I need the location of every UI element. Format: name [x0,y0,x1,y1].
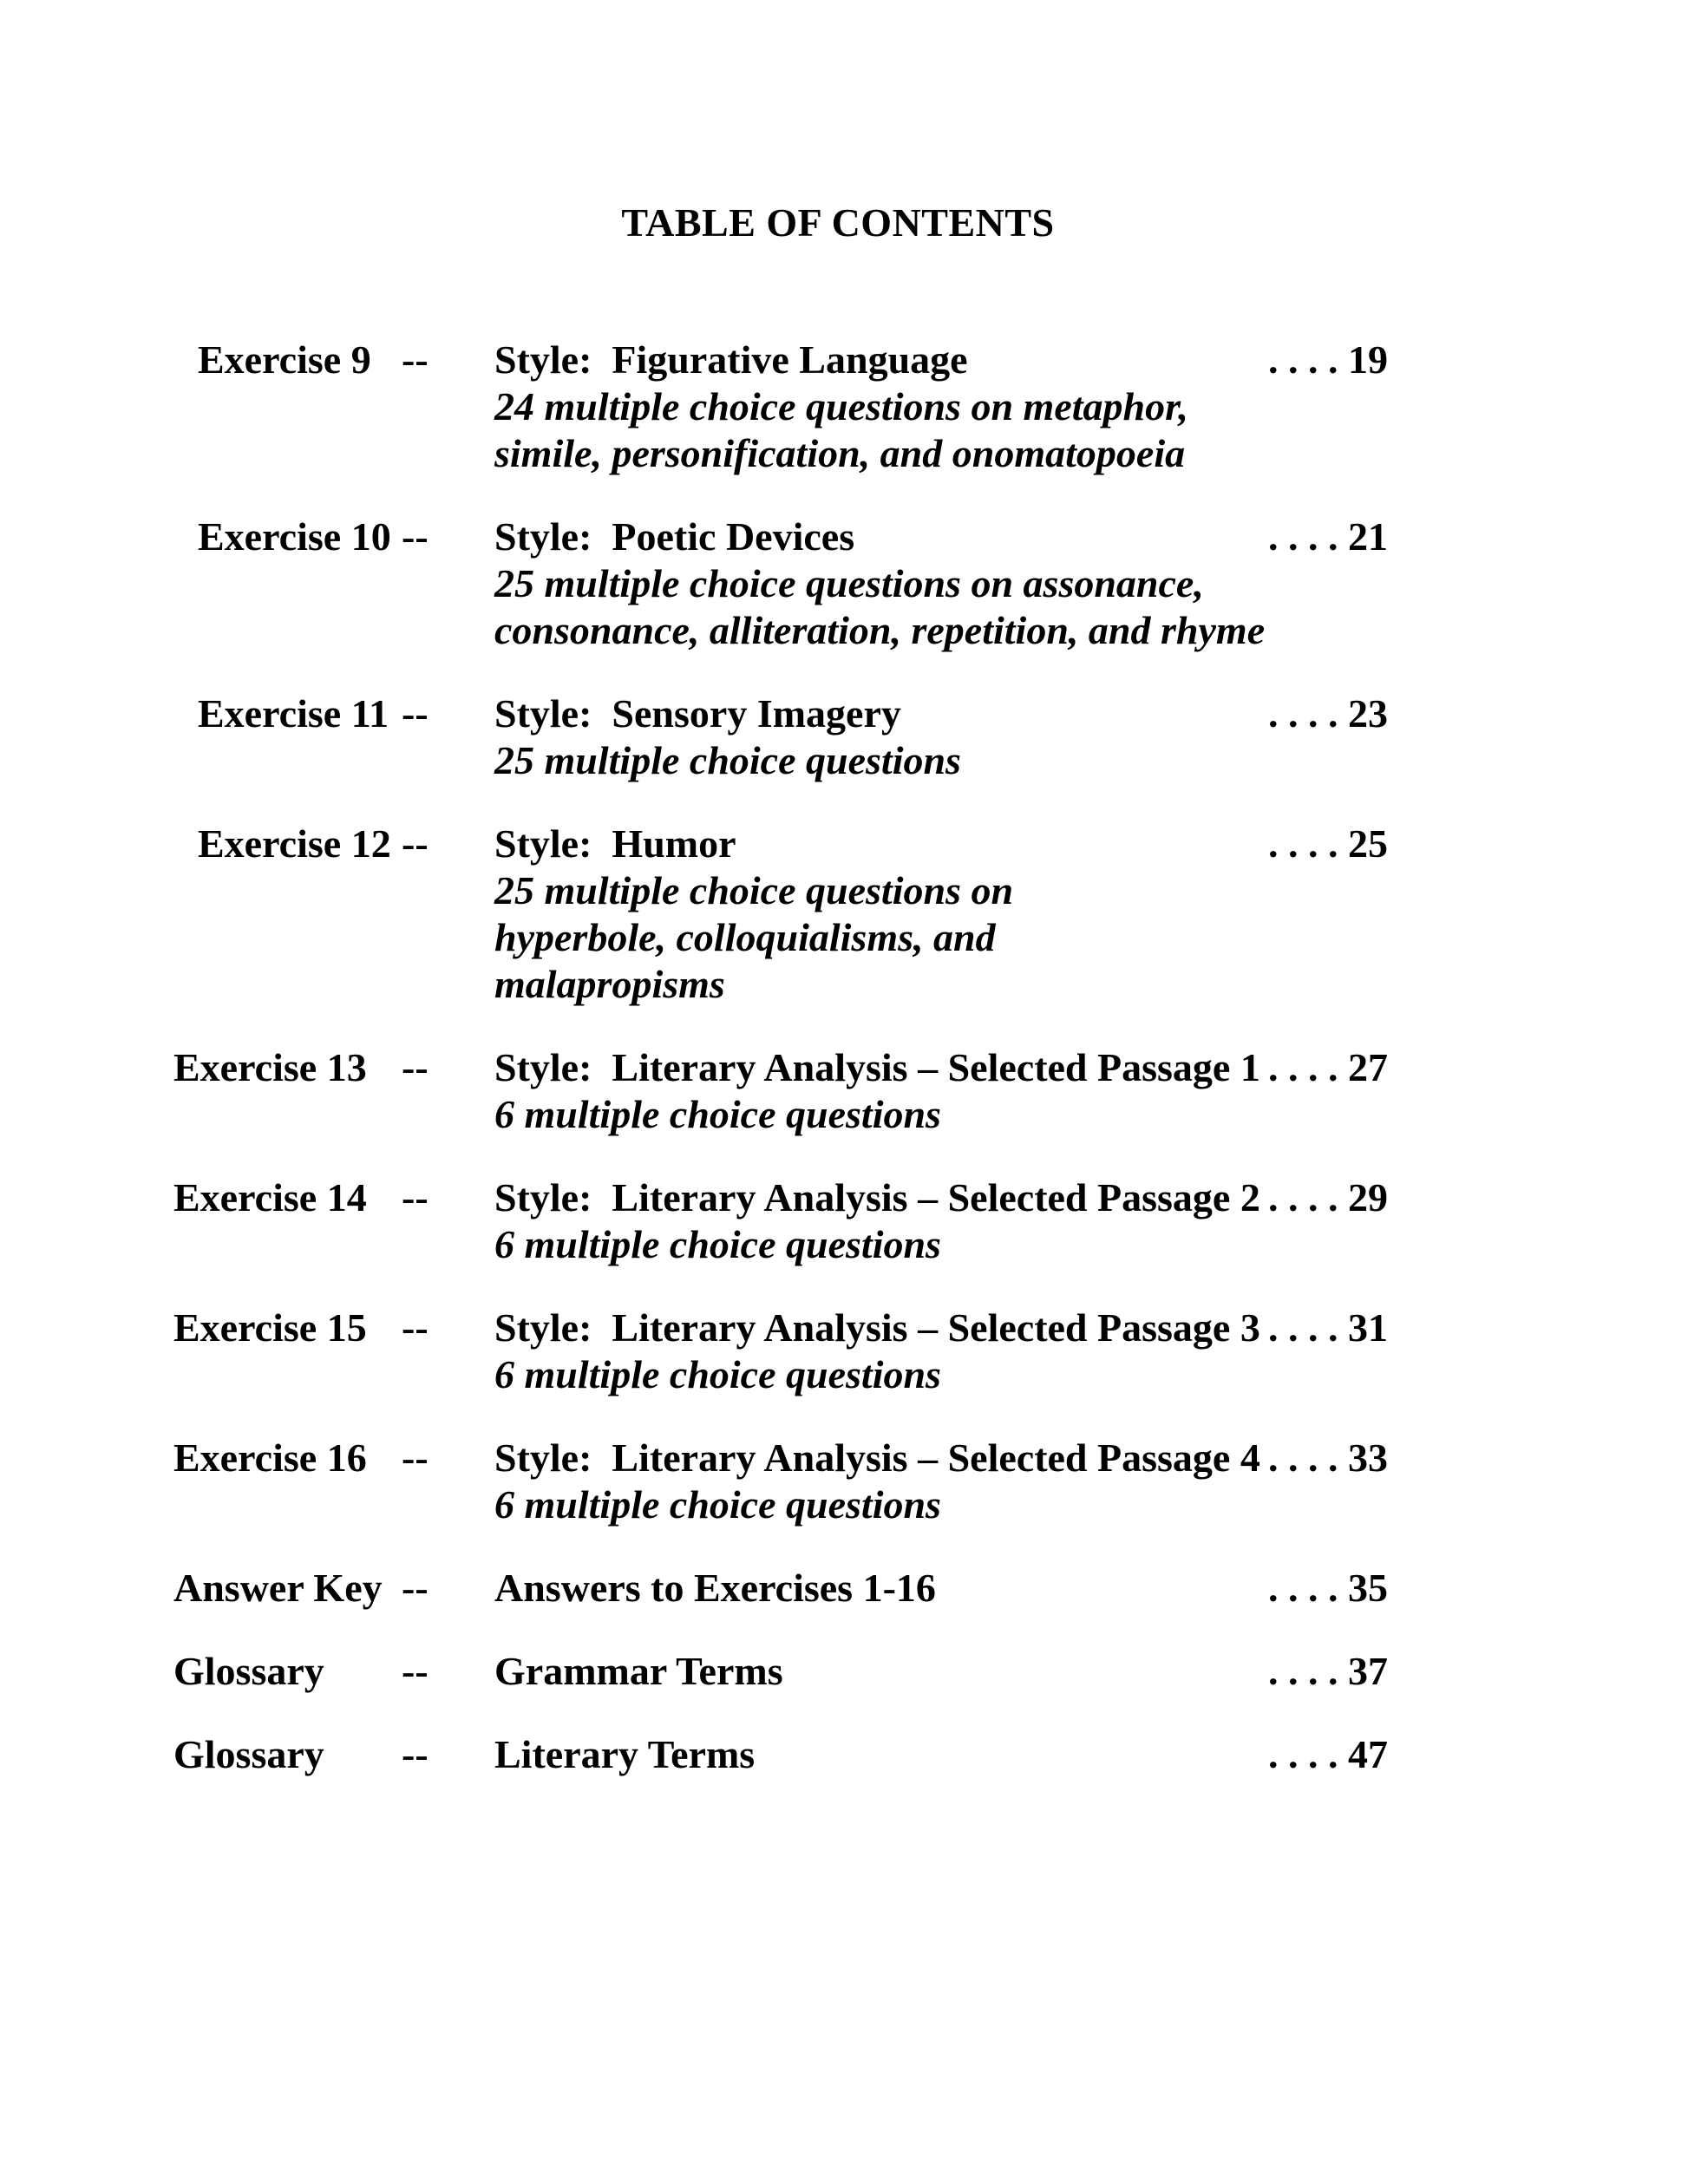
entry-label: Exercise 11 [198,691,389,736]
entry-title: Style: Figurative Language [494,337,968,382]
page-title: TABLE OF CONTENTS [621,200,1055,245]
entry-title-line [494,337,1388,383]
toc-entry [173,1305,1388,1398]
entry-description-line: hyperbole, colloquialisms, and [494,915,996,959]
entry-body [494,1648,1388,1695]
entry-label: Exercise 12 [198,821,391,866]
entry-description [494,1351,1388,1398]
entry-leader-and-page-number: . . . . 21 [1268,514,1388,559]
toc-entry [173,1731,1388,1778]
entry-body [494,1565,1388,1612]
entry-dash-separator: -- [402,1566,429,1610]
entry-description-line: 24 multiple choice questions on metaphor, [494,384,1188,428]
entry-description-line: consonance, alliteration, repetition, and rhyme [494,608,1266,652]
entry-body [494,690,1388,784]
entry-title-line [494,690,1388,737]
entry-body [494,821,1388,1008]
entry-title-line [494,1565,1388,1612]
entry-description [494,867,1388,1008]
entry-description-line: 25 multiple choice questions [494,738,961,782]
entry-leader-and-page-number: . . . . 31 [1268,1305,1388,1350]
entry-leader-and-page-number: . . . . 19 [1268,337,1388,382]
toc-entry [173,513,1388,654]
entry-dash-separator: -- [402,1435,429,1480]
entry-description-line: 6 multiple choice questions [494,1352,941,1396]
entry-description-line: 25 multiple choice questions on [494,868,1014,912]
entry-label: Glossary [173,1649,324,1693]
entry-title: Style: Literary Analysis – Selected Passage 3 [494,1305,1260,1350]
entry-title: Style: Humor [494,821,736,866]
entry-description [494,1481,1388,1528]
entry-body [494,1174,1388,1268]
entry-label: Exercise 15 [173,1305,367,1350]
entry-description-line: 6 multiple choice questions [494,1222,941,1266]
entry-dash-separator: -- [402,691,429,736]
entry-body [494,337,1388,477]
toc-entry [173,337,1388,477]
entry-label: Exercise 13 [173,1045,367,1089]
entry-description [494,737,1388,784]
entry-label: Exercise 10 [198,514,391,559]
toc-entry [173,1435,1388,1528]
entry-title: Style: Literary Analysis – Selected Passage 4 [494,1435,1260,1480]
toc-entry [173,690,1388,784]
toc-entry [173,1565,1388,1612]
entry-leader-and-page-number: . . . . 37 [1268,1649,1388,1693]
entry-dash-separator: -- [402,1175,429,1220]
entry-leader-and-page-number: . . . . 33 [1268,1435,1388,1480]
toc-entry [173,1648,1388,1695]
entry-title-line [494,1731,1388,1778]
entry-label: Exercise 14 [173,1175,367,1220]
entry-dash-separator: -- [402,1732,429,1776]
entry-leader-and-page-number: . . . . 35 [1268,1566,1388,1610]
entry-description-line: 25 multiple choice questions on assonance, [494,561,1204,605]
entry-description-line: 6 multiple choice questions [494,1482,941,1527]
entry-body [494,1044,1388,1138]
entry-title-line [494,1174,1388,1221]
entry-description [494,560,1388,654]
toc-entry [173,821,1388,1008]
entry-description [494,1221,1388,1268]
entry-dash-separator: -- [402,514,429,559]
entry-title-line [494,821,1388,867]
entry-title-line [494,1305,1388,1351]
entry-title-line [494,1044,1388,1091]
toc-list [173,337,1388,1778]
entry-title-line [494,513,1388,560]
entry-description [494,383,1388,477]
entry-leader-and-page-number: . . . . 23 [1268,691,1388,736]
entry-leader-and-page-number: . . . . 29 [1268,1175,1388,1220]
entry-description [494,1091,1388,1138]
entry-label: Exercise 9 [198,337,371,382]
entry-leader-and-page-number: . . . . 25 [1268,821,1388,866]
entry-body [494,1305,1388,1398]
entry-dash-separator: -- [402,337,429,382]
entry-label: Glossary [173,1732,324,1776]
entry-title-line [494,1435,1388,1481]
toc-entry [173,1174,1388,1268]
entry-body [494,513,1388,654]
entry-description-line: malapropisms [494,962,725,1006]
entry-title: Style: Literary Analysis – Selected Passage 1 [494,1045,1260,1089]
entry-leader-and-page-number: . . . . 27 [1268,1045,1388,1089]
entry-dash-separator: -- [402,1305,429,1350]
entry-title: Style: Literary Analysis – Selected Passage 2 [494,1175,1260,1220]
entry-title: Literary Terms [494,1732,756,1776]
entry-label: Exercise 16 [173,1435,367,1480]
entry-title-line [494,1648,1388,1695]
toc-entry [173,1044,1388,1138]
entry-title: Grammar Terms [494,1649,783,1693]
entry-dash-separator: -- [402,821,429,866]
entry-dash-separator: -- [402,1045,429,1089]
entry-dash-separator: -- [402,1649,429,1693]
entry-title: Style: Sensory Imagery [494,691,901,736]
entry-leader-and-page-number: . . . . 47 [1268,1732,1388,1776]
entry-label: Answer Key [173,1566,383,1610]
entry-title: Style: Poetic Devices [494,514,855,559]
entry-body [494,1731,1388,1778]
entry-description-line: simile, personification, and onomatopoeia [494,431,1186,475]
entry-body [494,1435,1388,1528]
entry-description-line: 6 multiple choice questions [494,1092,941,1136]
entry-title: Answers to Exercises 1-16 [494,1566,936,1610]
